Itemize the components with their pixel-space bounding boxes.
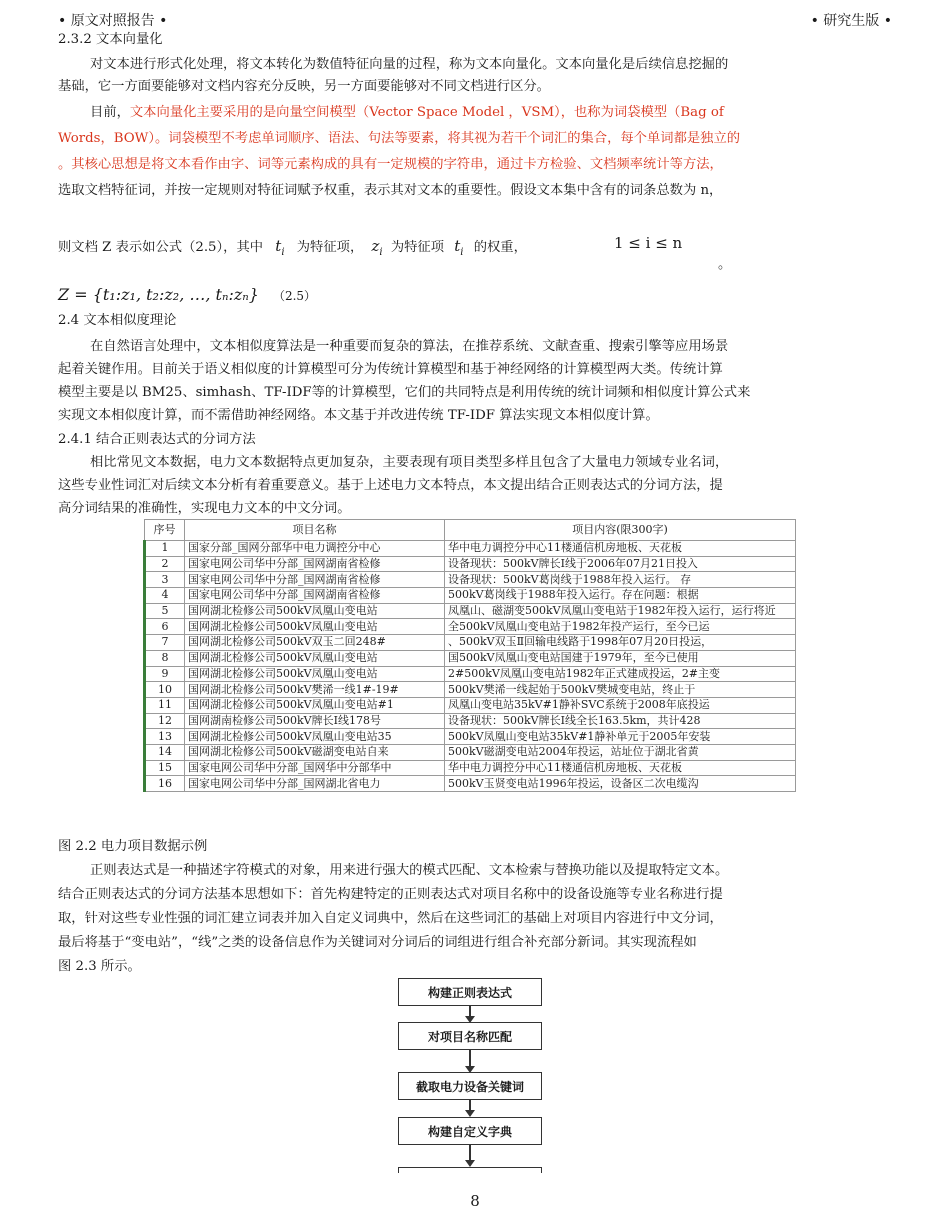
section-2-3-2-title: 2.3.2 文本向量化 <box>58 32 163 47</box>
variable-t: t <box>454 237 461 255</box>
formula-2-5 <box>58 284 316 307</box>
subscript: i <box>379 247 383 258</box>
paragraph-line <box>90 102 724 124</box>
column-header: 项目内容(限300字) <box>445 520 796 541</box>
row-number-cell: 5 <box>145 603 185 619</box>
project-name-cell: 国网湖北检修公司500kV樊浠一线1#-19# <box>185 682 445 698</box>
row-number-cell: 8 <box>145 650 185 666</box>
table-row <box>145 603 796 619</box>
formula-intro-line <box>58 233 527 266</box>
text-span: 则文档 Z 表示如公式（2.5），其中 <box>58 240 264 255</box>
section-2-4-title: 2.4 文本相似度理论 <box>58 313 177 328</box>
project-content-cell: 国500kV凤凰山变电站国建于1979年，至今已使用 <box>445 650 796 666</box>
flow-step-match-names: 对项目名称匹配 <box>398 1022 542 1050</box>
project-content-cell: 华中电力调控分中心11楼通信机房地板、天花板 <box>445 541 796 557</box>
variable-z: z <box>371 237 380 255</box>
text-span: 为特征项 <box>390 240 445 255</box>
paragraph-line: 这些专业性词汇对后续文本分析有着重要意义。基于上述电力文本特点，本文提出结合正则表达式的分词方法，提 <box>58 478 723 493</box>
project-content-cell: 凤凰山变电站35kV#1静补SVC系统于2008年底投运 <box>445 697 796 713</box>
column-header: 项目名称 <box>185 520 445 541</box>
table-row <box>145 744 796 760</box>
row-number-cell: 1 <box>145 541 185 557</box>
project-content-cell: 华中电力调控分中心11楼通信机房地板、天花板 <box>445 760 796 776</box>
row-number-cell: 11 <box>145 697 185 713</box>
project-name-cell: 国网湖北检修公司500kV凤凰山变电站 <box>185 666 445 682</box>
row-number-cell: 6 <box>145 619 185 635</box>
project-content-cell: 500kV凤凰山变电站35kV#1静补单元于2005年安装 <box>445 729 796 745</box>
project-name-cell: 国网湖北检修公司500kV双玉二回248# <box>185 635 445 651</box>
running-header-right: • 研究生版 • <box>810 13 892 29</box>
table-row <box>145 713 796 729</box>
figure-2-2-caption: 图 2.2 电力项目数据示例 <box>58 839 208 854</box>
table-row <box>145 588 796 604</box>
project-name-cell: 国家电网公司华中分部_国网湖南省检修 <box>185 588 445 604</box>
formula-expression: Z = {t₁:z₁, t₂:z₂, …, tₙ:zₙ} <box>58 285 259 304</box>
row-number-cell: 9 <box>145 666 185 682</box>
row-number-cell: 3 <box>145 572 185 588</box>
variable-t: t <box>275 237 282 255</box>
formula-number: （2.5） <box>272 289 317 303</box>
table-row <box>145 776 796 792</box>
paragraph-line: 相比常见文本数据，电力文本数据特点更加复杂，主要表现有项目类型多样且包含了大量电力领域专业名词， <box>90 455 729 470</box>
project-content-cell: 500kV葛岗线于1988年投入运行。存在问题：根据 <box>445 588 796 604</box>
row-number-cell: 13 <box>145 729 185 745</box>
table-row <box>145 635 796 651</box>
table-row <box>145 697 796 713</box>
paragraph-line: 高分词结果的准确性，实现电力文本的中文分词。 <box>58 501 351 516</box>
power-project-data-table <box>143 519 796 792</box>
project-content-cell: 设备现状：500kV牌长Ⅰ线全长163.5km，共计428 <box>445 713 796 729</box>
project-content-cell: 设备现状：500kV葛岗线于1988年投入运行。 存 <box>445 572 796 588</box>
row-number-cell: 2 <box>145 556 185 572</box>
running-header-left: • 原文对照报告 • <box>58 13 168 29</box>
text-span: 目前， <box>90 105 130 120</box>
table-header-row <box>145 520 796 541</box>
project-name-cell: 国家电网公司华中分部_国网湖南省检修 <box>185 572 445 588</box>
project-name-cell: 国网湖北检修公司500kV凤凰山变电站35 <box>185 729 445 745</box>
project-name-cell: 国网湖北检修公司500kV磁湖变电站自来 <box>185 744 445 760</box>
table-row <box>145 541 796 557</box>
page-number: 8 <box>470 1192 480 1210</box>
row-number-cell: 15 <box>145 760 185 776</box>
table-row <box>145 650 796 666</box>
subscript: i <box>460 247 464 258</box>
project-content-cell: 500kV樊浠一线起始于500kV樊城变电站，终止于 <box>445 682 796 698</box>
row-number-cell: 12 <box>145 713 185 729</box>
paragraph-line: 正则表达式是一种描述字符模式的对象，用来进行强大的模式匹配、文本检索与替换功能以及提取特定文本。 <box>90 863 729 878</box>
subscript: i <box>281 247 285 258</box>
table-row <box>145 572 796 588</box>
paragraph-line: 模型主要是以 BM25、simhash、TF-IDF等的计算模型，它们的共同特点是利用传统的统计词频和相似度计算公式来 <box>58 385 751 400</box>
paragraph-line: 结合正则表达式的分词方法基本思想如下：首先构建特定的正则表达式对项目名称中的设备设施等专业名称进行提 <box>58 887 723 902</box>
flow-step-build-dictionary: 构建自定义字典 <box>398 1117 542 1145</box>
table-row <box>145 760 796 776</box>
paragraph-line: 基础，它一方面要能够对文档内容充分反映，另一方面要能够对不同文档进行区分。 <box>58 79 550 94</box>
flow-step-extract-keywords: 截取电力设备关键词 <box>398 1072 542 1100</box>
column-header: 序号 <box>145 520 185 541</box>
highlighted-paragraph-line: 。其核心思想是将文本看作由字、词等元素构成的具有一定规模的字符串，通过卡方检验、文档频率统计等方法， <box>58 157 723 172</box>
table-row <box>145 556 796 572</box>
row-number-cell: 16 <box>145 776 185 792</box>
project-name-cell: 国网湖北检修公司500kV凤凰山变电站 <box>185 650 445 666</box>
text-span: 。 <box>718 257 732 272</box>
section-2-4-1-title: 2.4.1 结合正则表达式的分词方法 <box>58 432 256 447</box>
project-content-cell: 2#500kV凤凰山变电站1982年正式建成投运，2#主变 <box>445 666 796 682</box>
project-name-cell: 国网湖南检修公司500kV牌长Ⅰ线178号 <box>185 713 445 729</box>
arrow-head-icon <box>465 1110 475 1117</box>
index-range: 1 ≤ i ≤ n <box>614 234 683 252</box>
arrow-head-icon <box>465 1160 475 1167</box>
flow-step-partial <box>398 1167 542 1173</box>
project-content-cell: 全500kV凤凰山变电站于1982年投产运行，至今已运 <box>445 619 796 635</box>
project-content-cell: 500kV玉贤变电站1996年投运，设备区二次电缆沟 <box>445 776 796 792</box>
highlighted-paragraph-line: Words，BOW）。词袋模型不考虑单词顺序、语法、句法等要素，将其视为若干个词汇的集合，每个单词都是独立的 <box>58 131 741 146</box>
project-name-cell: 国家电网公司华中分部_国网华中分部华中 <box>185 760 445 776</box>
paragraph-line: 选取文档特征词，并按一定规则对特征词赋予权重，表示其对文本的重要性。假设文本集中含有的词条总数为 n， <box>58 183 723 198</box>
row-number-cell: 10 <box>145 682 185 698</box>
project-content-cell: 凤凰山、磁湖变500kV凤凰山变电站于1982年投入运行，运行将近 <box>445 603 796 619</box>
paragraph-line: 对文本进行形式化处理，将文本转化为数值特征向量的过程，称为文本向量化。文本向量化是后续信息挖掘的 <box>90 57 729 72</box>
table-row <box>145 729 796 745</box>
table-row <box>145 682 796 698</box>
project-name-cell: 国家分部_国网分部华中电力调控分中心 <box>185 541 445 557</box>
paragraph-line: 在自然语言处理中，文本相似度算法是一种重要而复杂的算法，在推荐系统、文献查重、搜索引擎等应用场景 <box>90 339 729 354</box>
table-row <box>145 619 796 635</box>
project-content-cell: 设备现状：500kV牌长Ⅰ线于2006年07月21日投入 <box>445 556 796 572</box>
paragraph-line: 图 2.3 所示。 <box>58 959 141 974</box>
paragraph-line: 实现文本相似度计算，而不需借助神经网络。本文基于并改进传统 TF-IDF 算法实现文本相似度计算。 <box>58 408 659 423</box>
paragraph-line: 最后将基于“变电站”，“线”之类的设备信息作为关键词对分词后的词组进行组合补充部分新词。其实现流程如 <box>58 935 697 950</box>
text-span: 的权重， <box>473 240 527 255</box>
project-name-cell: 国网湖北检修公司500kV凤凰山变电站#1 <box>185 697 445 713</box>
highlighted-text: 文本向量化主要采用的是向量空间模型（Vector Space Model ，VSM），也称为词袋模型（Bag of <box>129 105 724 120</box>
project-content-cell: 500kV磁湖变电站2004年投运，站址位于湖北省黄 <box>445 744 796 760</box>
paragraph-line: 取，针对这些专业性强的词汇建立词表并加入自定义词典中，然后在这些词汇的基础上对项目内容进行中文分词， <box>58 911 723 926</box>
project-name-cell: 国家电网公司华中分部_国网湖南省检修 <box>185 556 445 572</box>
project-content-cell: 、500kV双玉Ⅱ回输电线路于1998年07月20日投运， <box>445 635 796 651</box>
paragraph-line: 起着关键作用。目前关于语义相似度的计算模型可分为传统计算模型和基于神经网络的计算模型两大类。传统计算 <box>58 362 723 377</box>
project-name-cell: 国网湖北检修公司500kV凤凰山变电站 <box>185 603 445 619</box>
project-name-cell: 国网湖北检修公司500kV凤凰山变电站 <box>185 619 445 635</box>
project-name-cell: 国家电网公司华中分部_国网湖北省电力 <box>185 776 445 792</box>
row-number-cell: 14 <box>145 744 185 760</box>
text-span: 为特征项， <box>296 240 364 255</box>
table-row <box>145 666 796 682</box>
row-number-cell: 7 <box>145 635 185 651</box>
row-number-cell: 4 <box>145 588 185 604</box>
flow-step-build-regex: 构建正则表达式 <box>398 978 542 1006</box>
